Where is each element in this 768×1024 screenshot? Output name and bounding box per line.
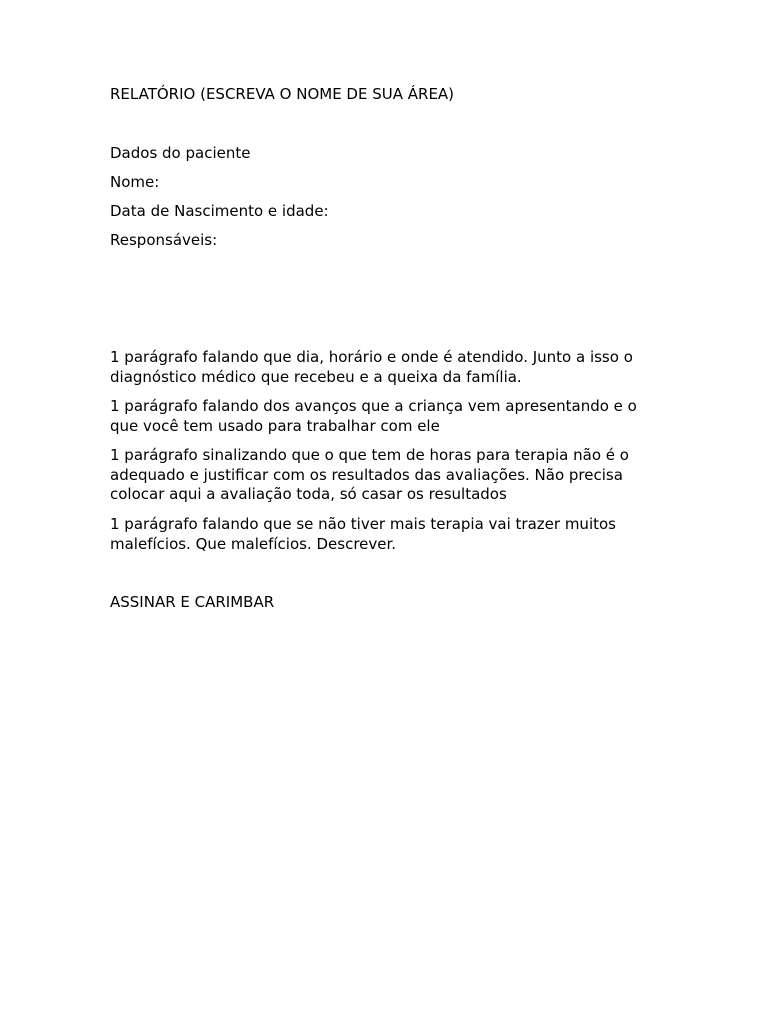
paragraph-progress xyxy=(110,397,670,436)
paragraph-line: adequado e justificar com os resultados das avaliações. Não precisa xyxy=(110,465,623,484)
paragraph-line: 1 parágrafo falando que dia, horário e onde é atendido. Junto a isso o xyxy=(110,348,633,366)
paragraph-therapy-hours xyxy=(110,446,670,505)
patient-name-label: Nome: xyxy=(110,173,160,191)
patient-birth-label: Data de Nascimento e idade: xyxy=(110,202,329,220)
paragraph-line: que você tem usado para trabalhar com ele xyxy=(110,416,440,435)
paragraph-consequences xyxy=(110,515,670,554)
paragraph-line: 1 parágrafo falando que se não tiver mais terapia vai trazer muitos xyxy=(110,515,616,533)
report-title: RELATÓRIO (ESCREVA O NOME DE SUA ÁREA) xyxy=(110,85,455,103)
paragraph-line: 1 parágrafo sinalizando que o que tem de horas para terapia não é o xyxy=(110,446,629,464)
paragraph-schedule-diagnosis xyxy=(110,348,670,387)
paragraph-line: malefícios. Que malefícios. Descrever. xyxy=(110,534,397,553)
signature-instruction: ASSINAR E CARIMBAR xyxy=(110,593,275,611)
paragraph-line: colocar aqui a avaliação toda, só casar os resultados xyxy=(110,485,507,503)
paragraph-line: diagnóstico médico que recebeu e a queixa da família. xyxy=(110,367,522,386)
paragraph-line: 1 parágrafo falando dos avanços que a criança vem apresentando e o xyxy=(110,397,637,415)
patient-guardians-label: Responsáveis: xyxy=(110,231,218,249)
patient-data-heading: Dados do paciente xyxy=(110,144,251,162)
